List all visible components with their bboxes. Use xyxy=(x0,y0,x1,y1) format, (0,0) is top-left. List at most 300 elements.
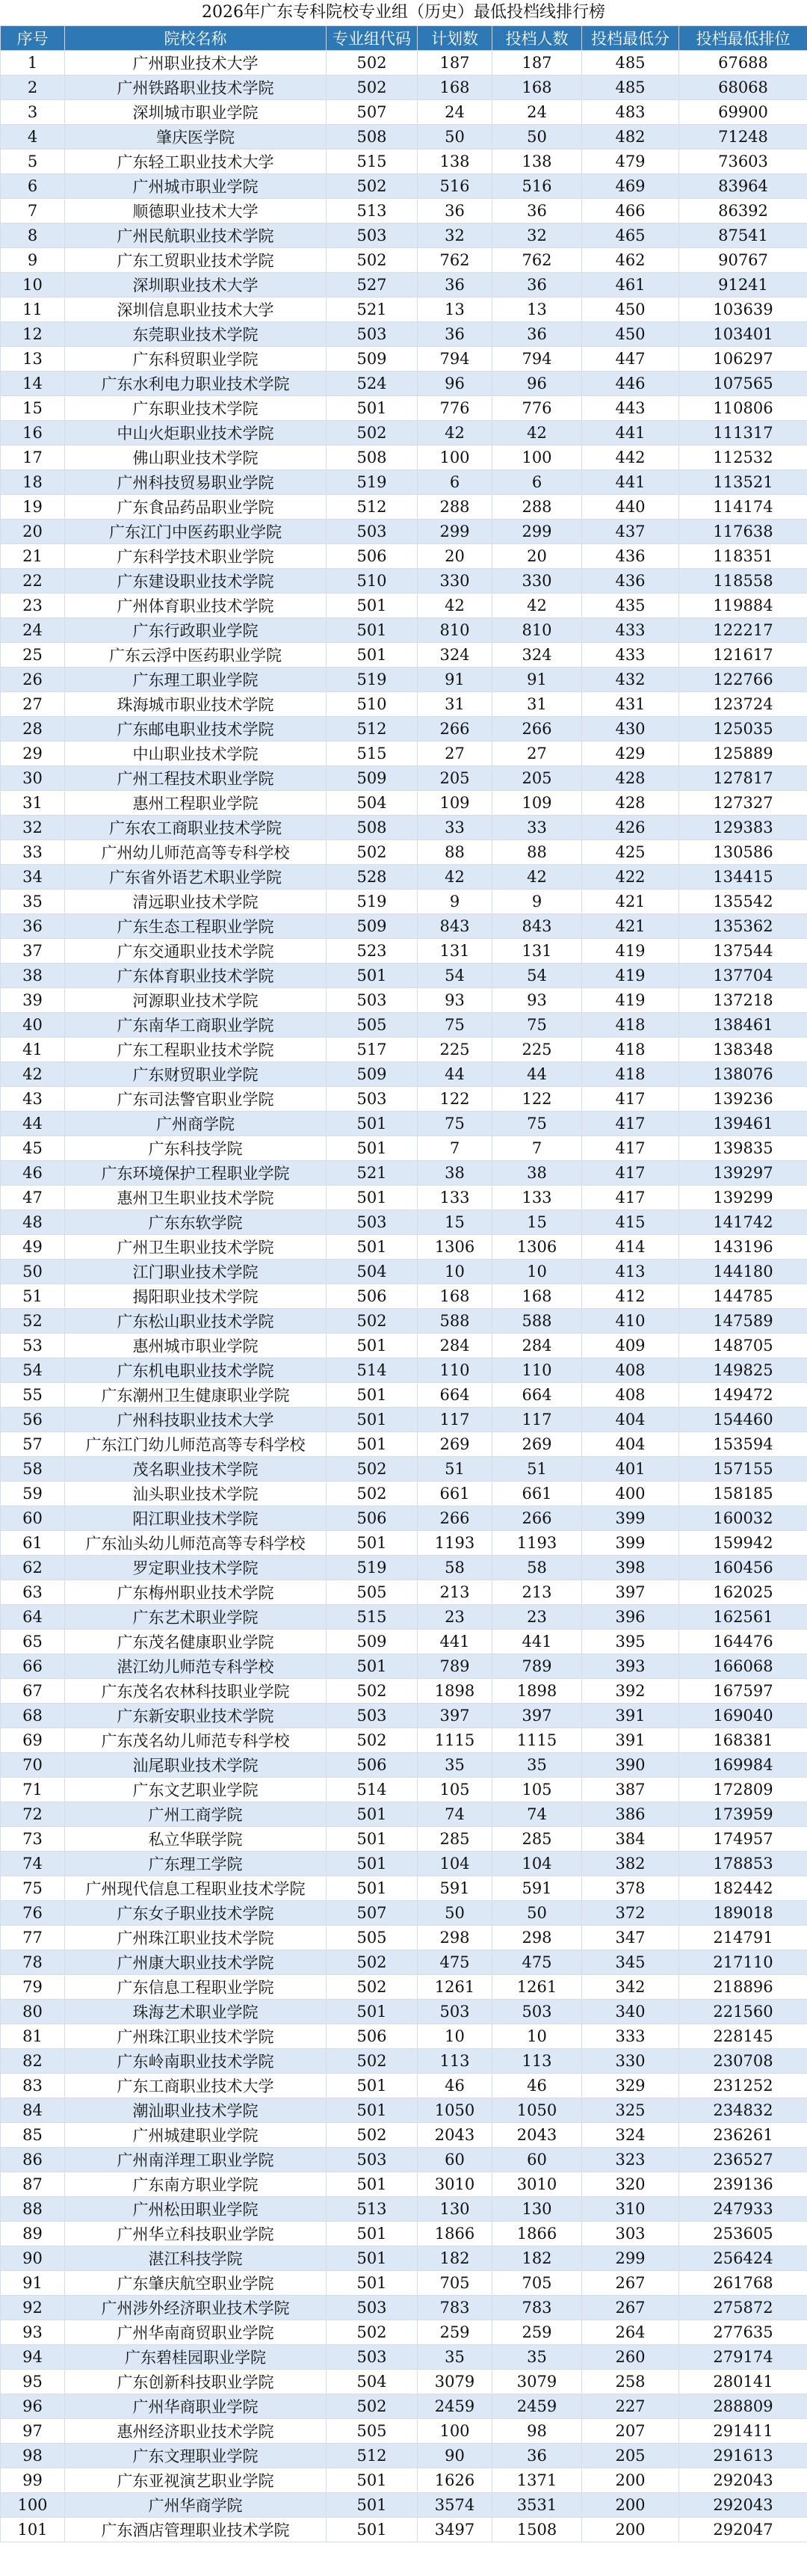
cell-admitted-count: 50 xyxy=(492,125,582,150)
cell-min-rank: 87541 xyxy=(679,224,807,248)
cell-rank: 22 xyxy=(1,569,65,594)
cell-min-rank: 135362 xyxy=(679,914,807,939)
cell-rank: 29 xyxy=(1,742,65,766)
table-row xyxy=(1,2074,807,2098)
cell-rank: 80 xyxy=(1,2000,65,2024)
cell-admitted-count: 23 xyxy=(492,1605,582,1630)
cell-group-code: 512 xyxy=(327,495,418,520)
cell-min-rank: 129383 xyxy=(679,816,807,840)
cell-rank: 67 xyxy=(1,1679,65,1704)
cell-admitted-count: 288 xyxy=(492,495,582,520)
cell-school-name: 广州工程技术职业学院 xyxy=(65,766,327,791)
cell-min-score: 413 xyxy=(582,1260,679,1284)
cell-group-code: 515 xyxy=(327,742,418,766)
cell-min-score: 421 xyxy=(582,890,679,914)
cell-min-rank: 69900 xyxy=(679,100,807,125)
table-row xyxy=(1,1383,807,1408)
cell-min-score: 390 xyxy=(582,1753,679,1778)
cell-group-code: 504 xyxy=(327,1260,418,1284)
cell-min-score: 479 xyxy=(582,150,679,174)
table-row xyxy=(1,2000,807,2024)
cell-admitted-count: 31 xyxy=(492,692,582,717)
cell-min-rank: 147589 xyxy=(679,1309,807,1334)
cell-min-score: 421 xyxy=(582,914,679,939)
table-row xyxy=(1,742,807,766)
cell-min-rank: 148705 xyxy=(679,1334,807,1358)
cell-school-name: 广东碧桂园职业学院 xyxy=(65,2345,327,2370)
cell-min-score: 430 xyxy=(582,717,679,742)
cell-min-score: 485 xyxy=(582,76,679,100)
cell-plan-count: 100 xyxy=(418,446,492,470)
table-row xyxy=(1,446,807,470)
cell-min-score: 325 xyxy=(582,2098,679,2123)
cell-plan-count: 36 xyxy=(418,273,492,298)
cell-admitted-count: 2043 xyxy=(492,2123,582,2148)
cell-min-rank: 67688 xyxy=(679,51,807,76)
cell-rank: 98 xyxy=(1,2444,65,2468)
table-row xyxy=(1,1556,807,1580)
cell-min-rank: 141742 xyxy=(679,1210,807,1235)
cell-min-score: 432 xyxy=(582,668,679,692)
cell-min-rank: 217110 xyxy=(679,1950,807,1975)
cell-group-code: 509 xyxy=(327,914,418,939)
table-row xyxy=(1,1334,807,1358)
cell-admitted-count: 843 xyxy=(492,914,582,939)
table-row xyxy=(1,495,807,520)
cell-min-score: 417 xyxy=(582,1087,679,1112)
cell-rank: 92 xyxy=(1,2296,65,2320)
cell-min-rank: 83964 xyxy=(679,174,807,199)
cell-admitted-count: 122 xyxy=(492,1087,582,1112)
cell-plan-count: 104 xyxy=(418,1852,492,1876)
cell-min-score: 398 xyxy=(582,1556,679,1580)
cell-min-score: 260 xyxy=(582,2345,679,2370)
cell-group-code: 502 xyxy=(327,248,418,273)
cell-school-name: 广东岭南职业技术学院 xyxy=(65,2049,327,2074)
cell-group-code: 502 xyxy=(327,1950,418,1975)
cell-min-rank: 144180 xyxy=(679,1260,807,1284)
cell-group-code: 502 xyxy=(327,76,418,100)
cell-school-name: 广东农工商职业技术学院 xyxy=(65,816,327,840)
cell-plan-count: 1866 xyxy=(418,2222,492,2246)
cell-school-name: 广东茂名农林科技职业学院 xyxy=(65,1679,327,1704)
cell-rank: 99 xyxy=(1,2468,65,2493)
cell-min-score: 431 xyxy=(582,692,679,717)
cell-admitted-count: 794 xyxy=(492,347,582,372)
cell-group-code: 502 xyxy=(327,2123,418,2148)
cell-rank: 34 xyxy=(1,865,65,890)
cell-min-score: 200 xyxy=(582,2468,679,2493)
cell-group-code: 514 xyxy=(327,1358,418,1383)
cell-min-rank: 68068 xyxy=(679,76,807,100)
cell-admitted-count: 3079 xyxy=(492,2370,582,2394)
cell-min-rank: 292043 xyxy=(679,2468,807,2493)
cell-min-score: 435 xyxy=(582,594,679,618)
cell-min-score: 446 xyxy=(582,372,679,396)
cell-min-rank: 111317 xyxy=(679,421,807,446)
cell-min-score: 384 xyxy=(582,1827,679,1852)
cell-admitted-count: 1261 xyxy=(492,1975,582,2000)
column-header-min-rank: 投档最低排位 xyxy=(679,26,807,51)
cell-group-code: 509 xyxy=(327,1630,418,1654)
cell-min-rank: 239136 xyxy=(679,2172,807,2197)
cell-min-rank: 119884 xyxy=(679,594,807,618)
cell-min-rank: 118558 xyxy=(679,569,807,594)
cell-min-rank: 234832 xyxy=(679,2098,807,2123)
cell-rank: 62 xyxy=(1,1556,65,1580)
cell-rank: 94 xyxy=(1,2345,65,2370)
cell-admitted-count: 168 xyxy=(492,76,582,100)
cell-plan-count: 810 xyxy=(418,618,492,643)
cell-admitted-count: 42 xyxy=(492,594,582,618)
cell-plan-count: 100 xyxy=(418,2419,492,2444)
cell-rank: 100 xyxy=(1,2493,65,2518)
cell-min-score: 396 xyxy=(582,1605,679,1630)
cell-rank: 36 xyxy=(1,914,65,939)
cell-plan-count: 664 xyxy=(418,1383,492,1408)
cell-min-rank: 112532 xyxy=(679,446,807,470)
cell-group-code: 501 xyxy=(327,2518,418,2542)
cell-admitted-count: 104 xyxy=(492,1852,582,1876)
cell-group-code: 501 xyxy=(327,2468,418,2493)
cell-plan-count: 38 xyxy=(418,1161,492,1186)
cell-min-score: 408 xyxy=(582,1383,679,1408)
cell-rank: 84 xyxy=(1,2098,65,2123)
column-header-school: 院校名称 xyxy=(65,26,327,51)
table-row xyxy=(1,1457,807,1482)
table-row xyxy=(1,2320,807,2345)
cell-rank: 68 xyxy=(1,1704,65,1728)
cell-min-score: 404 xyxy=(582,1408,679,1432)
cell-min-rank: 280141 xyxy=(679,2370,807,2394)
cell-admitted-count: 284 xyxy=(492,1334,582,1358)
cell-admitted-count: 789 xyxy=(492,1654,582,1679)
table-row xyxy=(1,816,807,840)
cell-plan-count: 58 xyxy=(418,1556,492,1580)
cell-min-score: 433 xyxy=(582,643,679,668)
cell-rank: 65 xyxy=(1,1630,65,1654)
cell-group-code: 501 xyxy=(327,2000,418,2024)
cell-school-name: 揭阳职业技术学院 xyxy=(65,1284,327,1309)
cell-plan-count: 789 xyxy=(418,1654,492,1679)
cell-school-name: 广东工贸职业技术学院 xyxy=(65,248,327,273)
table-row xyxy=(1,1654,807,1679)
cell-min-score: 419 xyxy=(582,939,679,964)
cell-min-rank: 106297 xyxy=(679,347,807,372)
cell-min-score: 461 xyxy=(582,273,679,298)
cell-min-score: 450 xyxy=(582,298,679,322)
cell-plan-count: 6 xyxy=(418,470,492,495)
cell-school-name: 广东交通职业技术学院 xyxy=(65,939,327,964)
cell-group-code: 515 xyxy=(327,150,418,174)
cell-plan-count: 3010 xyxy=(418,2172,492,2197)
cell-school-name: 广东行政职业学院 xyxy=(65,618,327,643)
cell-school-name: 私立华联学院 xyxy=(65,1827,327,1852)
cell-rank: 45 xyxy=(1,1136,65,1161)
cell-admitted-count: 33 xyxy=(492,816,582,840)
cell-min-score: 258 xyxy=(582,2370,679,2394)
cell-min-rank: 139461 xyxy=(679,1112,807,1136)
cell-min-score: 299 xyxy=(582,2246,679,2271)
cell-school-name: 广东梅州职业技术学院 xyxy=(65,1580,327,1605)
cell-group-code: 501 xyxy=(327,1531,418,1556)
table-row xyxy=(1,2172,807,2197)
cell-admitted-count: 810 xyxy=(492,618,582,643)
cell-group-code: 504 xyxy=(327,791,418,816)
cell-min-rank: 125889 xyxy=(679,742,807,766)
cell-school-name: 广东财贸职业学院 xyxy=(65,1062,327,1087)
cell-rank: 4 xyxy=(1,125,65,150)
cell-rank: 24 xyxy=(1,618,65,643)
table-row xyxy=(1,125,807,150)
cell-min-score: 437 xyxy=(582,520,679,544)
table-row xyxy=(1,1753,807,1778)
cell-rank: 69 xyxy=(1,1728,65,1753)
cell-school-name: 广东环境保护工程职业学院 xyxy=(65,1161,327,1186)
table-row xyxy=(1,1408,807,1432)
cell-admitted-count: 259 xyxy=(492,2320,582,2345)
cell-rank: 79 xyxy=(1,1975,65,2000)
table-row xyxy=(1,840,807,865)
cell-min-rank: 160032 xyxy=(679,1506,807,1531)
cell-school-name: 广东科贸职业学院 xyxy=(65,347,327,372)
table-row xyxy=(1,988,807,1013)
cell-group-code: 524 xyxy=(327,372,418,396)
cell-min-score: 482 xyxy=(582,125,679,150)
table-row xyxy=(1,1062,807,1087)
cell-group-code: 502 xyxy=(327,1482,418,1506)
cell-admitted-count: 131 xyxy=(492,939,582,964)
cell-rank: 57 xyxy=(1,1432,65,1457)
cell-group-code: 502 xyxy=(327,1975,418,2000)
cell-admitted-count: 75 xyxy=(492,1112,582,1136)
cell-school-name: 广州珠江职业技术学院 xyxy=(65,1926,327,1950)
cell-rank: 81 xyxy=(1,2024,65,2049)
cell-min-score: 404 xyxy=(582,1432,679,1457)
cell-admitted-count: 661 xyxy=(492,1482,582,1506)
cell-school-name: 惠州卫生职业技术学院 xyxy=(65,1186,327,1210)
cell-admitted-count: 397 xyxy=(492,1704,582,1728)
cell-rank: 49 xyxy=(1,1235,65,1260)
cell-rank: 66 xyxy=(1,1654,65,1679)
cell-plan-count: 1306 xyxy=(418,1235,492,1260)
cell-min-score: 433 xyxy=(582,618,679,643)
cell-admitted-count: 705 xyxy=(492,2271,582,2296)
column-header-rank: 序号 xyxy=(1,26,65,51)
cell-group-code: 501 xyxy=(327,1852,418,1876)
cell-admitted-count: 1115 xyxy=(492,1728,582,1753)
cell-min-rank: 139299 xyxy=(679,1186,807,1210)
cell-group-code: 505 xyxy=(327,1926,418,1950)
cell-admitted-count: 783 xyxy=(492,2296,582,2320)
cell-school-name: 广东江门中医药职业学院 xyxy=(65,520,327,544)
cell-min-score: 378 xyxy=(582,1876,679,1901)
cell-rank: 20 xyxy=(1,520,65,544)
cell-admitted-count: 588 xyxy=(492,1309,582,1334)
cell-plan-count: 2459 xyxy=(418,2394,492,2419)
cell-min-score: 200 xyxy=(582,2518,679,2542)
cell-plan-count: 503 xyxy=(418,2000,492,2024)
cell-rank: 7 xyxy=(1,199,65,224)
cell-rank: 40 xyxy=(1,1013,65,1038)
cell-plan-count: 42 xyxy=(418,421,492,446)
cell-min-rank: 167597 xyxy=(679,1679,807,1704)
cell-school-name: 广东女子职业技术学院 xyxy=(65,1901,327,1926)
cell-group-code: 509 xyxy=(327,347,418,372)
cell-group-code: 521 xyxy=(327,1161,418,1186)
cell-min-score: 347 xyxy=(582,1926,679,1950)
cell-admitted-count: 133 xyxy=(492,1186,582,1210)
table-row xyxy=(1,1309,807,1334)
cell-min-score: 418 xyxy=(582,1013,679,1038)
cell-min-score: 303 xyxy=(582,2222,679,2246)
cell-rank: 60 xyxy=(1,1506,65,1531)
cell-school-name: 珠海城市职业技术学院 xyxy=(65,692,327,717)
cell-school-name: 广州珠江职业技术学院 xyxy=(65,2024,327,2049)
cell-plan-count: 10 xyxy=(418,2024,492,2049)
cell-admitted-count: 591 xyxy=(492,1876,582,1901)
cell-school-name: 河源职业技术学院 xyxy=(65,988,327,1013)
cell-plan-count: 46 xyxy=(418,2074,492,2098)
cell-plan-count: 24 xyxy=(418,100,492,125)
cell-rank: 8 xyxy=(1,224,65,248)
cell-rank: 37 xyxy=(1,939,65,964)
cell-min-rank: 123724 xyxy=(679,692,807,717)
cell-group-code: 501 xyxy=(327,1827,418,1852)
cell-rank: 97 xyxy=(1,2419,65,2444)
cell-min-score: 436 xyxy=(582,544,679,569)
cell-admitted-count: 266 xyxy=(492,717,582,742)
cell-min-rank: 231252 xyxy=(679,2074,807,2098)
cell-group-code: 501 xyxy=(327,2172,418,2197)
cell-rank: 42 xyxy=(1,1062,65,1087)
cell-group-code: 501 xyxy=(327,396,418,421)
cell-min-rank: 169984 xyxy=(679,1753,807,1778)
cell-min-score: 345 xyxy=(582,1950,679,1975)
cell-group-code: 503 xyxy=(327,1704,418,1728)
cell-plan-count: 31 xyxy=(418,692,492,717)
cell-min-rank: 127817 xyxy=(679,766,807,791)
cell-school-name: 广东轻工职业技术大学 xyxy=(65,150,327,174)
cell-group-code: 502 xyxy=(327,2394,418,2419)
cell-plan-count: 1898 xyxy=(418,1679,492,1704)
cell-min-rank: 138461 xyxy=(679,1013,807,1038)
table-row xyxy=(1,766,807,791)
cell-rank: 75 xyxy=(1,1876,65,1901)
cell-plan-count: 122 xyxy=(418,1087,492,1112)
cell-group-code: 507 xyxy=(327,100,418,125)
cell-admitted-count: 10 xyxy=(492,2024,582,2049)
cell-school-name: 阳江职业技术学院 xyxy=(65,1506,327,1531)
table-row xyxy=(1,791,807,816)
cell-admitted-count: 36 xyxy=(492,199,582,224)
cell-group-code: 501 xyxy=(327,2098,418,2123)
cell-school-name: 广东省外语艺术职业学院 xyxy=(65,865,327,890)
cell-school-name: 广州华商学院 xyxy=(65,2493,327,2518)
cell-school-name: 广州现代信息工程职业技术学院 xyxy=(65,1876,327,1901)
cell-admitted-count: 298 xyxy=(492,1926,582,1950)
cell-admitted-count: 46 xyxy=(492,2074,582,2098)
cell-rank: 87 xyxy=(1,2172,65,2197)
cell-min-score: 399 xyxy=(582,1531,679,1556)
cell-admitted-count: 9 xyxy=(492,890,582,914)
cell-plan-count: 1261 xyxy=(418,1975,492,2000)
cell-school-name: 湛江科技学院 xyxy=(65,2246,327,2271)
cell-plan-count: 10 xyxy=(418,1260,492,1284)
cell-plan-count: 2043 xyxy=(418,2123,492,2148)
cell-school-name: 中山职业技术学院 xyxy=(65,742,327,766)
cell-rank: 64 xyxy=(1,1605,65,1630)
cell-group-code: 505 xyxy=(327,1580,418,1605)
cell-school-name: 广州华商职业学院 xyxy=(65,2394,327,2419)
cell-admitted-count: 1193 xyxy=(492,1531,582,1556)
cell-admitted-count: 3531 xyxy=(492,2493,582,2518)
cell-plan-count: 75 xyxy=(418,1112,492,1136)
cell-plan-count: 843 xyxy=(418,914,492,939)
cell-group-code: 503 xyxy=(327,2296,418,2320)
cell-plan-count: 96 xyxy=(418,372,492,396)
column-header-plan: 计划数 xyxy=(418,26,492,51)
cell-min-score: 465 xyxy=(582,224,679,248)
cell-min-rank: 291613 xyxy=(679,2444,807,2468)
cell-rank: 96 xyxy=(1,2394,65,2419)
cell-min-rank: 122766 xyxy=(679,668,807,692)
cell-rank: 93 xyxy=(1,2320,65,2345)
cell-school-name: 广州南洋理工职业学院 xyxy=(65,2148,327,2172)
cell-plan-count: 1115 xyxy=(418,1728,492,1753)
table-row xyxy=(1,199,807,224)
cell-plan-count: 42 xyxy=(418,865,492,890)
cell-group-code: 501 xyxy=(327,1432,418,1457)
cell-plan-count: 182 xyxy=(418,2246,492,2271)
cell-admitted-count: 36 xyxy=(492,2444,582,2468)
cell-plan-count: 397 xyxy=(418,1704,492,1728)
cell-rank: 51 xyxy=(1,1284,65,1309)
cell-admitted-count: 42 xyxy=(492,865,582,890)
cell-school-name: 中山火炬职业技术学院 xyxy=(65,421,327,446)
cell-rank: 21 xyxy=(1,544,65,569)
cell-min-score: 414 xyxy=(582,1235,679,1260)
table-row xyxy=(1,865,807,890)
cell-min-score: 387 xyxy=(582,1778,679,1802)
cell-min-rank: 90767 xyxy=(679,248,807,273)
table-row xyxy=(1,692,807,717)
cell-rank: 28 xyxy=(1,717,65,742)
table-row xyxy=(1,2123,807,2148)
cell-plan-count: 591 xyxy=(418,1876,492,1901)
table-row xyxy=(1,1876,807,1901)
cell-school-name: 广州商学院 xyxy=(65,1112,327,1136)
table-row xyxy=(1,2148,807,2172)
cell-school-name: 广州职业技术大学 xyxy=(65,51,327,76)
cell-admitted-count: 762 xyxy=(492,248,582,273)
table-row xyxy=(1,2197,807,2222)
cell-min-score: 207 xyxy=(582,2419,679,2444)
cell-group-code: 519 xyxy=(327,668,418,692)
cell-plan-count: 213 xyxy=(418,1580,492,1605)
cell-school-name: 惠州工程职业学院 xyxy=(65,791,327,816)
cell-min-rank: 292047 xyxy=(679,2518,807,2542)
cell-school-name: 广东科学技术职业学院 xyxy=(65,544,327,569)
cell-rank: 61 xyxy=(1,1531,65,1556)
cell-school-name: 广东肇庆航空职业学院 xyxy=(65,2271,327,2296)
cell-rank: 74 xyxy=(1,1852,65,1876)
cell-plan-count: 50 xyxy=(418,125,492,150)
cell-group-code: 502 xyxy=(327,51,418,76)
cell-min-score: 417 xyxy=(582,1136,679,1161)
page-title: 2026年广东专科院校专业组（历史）最低投档线排行榜 xyxy=(0,0,807,25)
cell-admitted-count: 225 xyxy=(492,1038,582,1062)
